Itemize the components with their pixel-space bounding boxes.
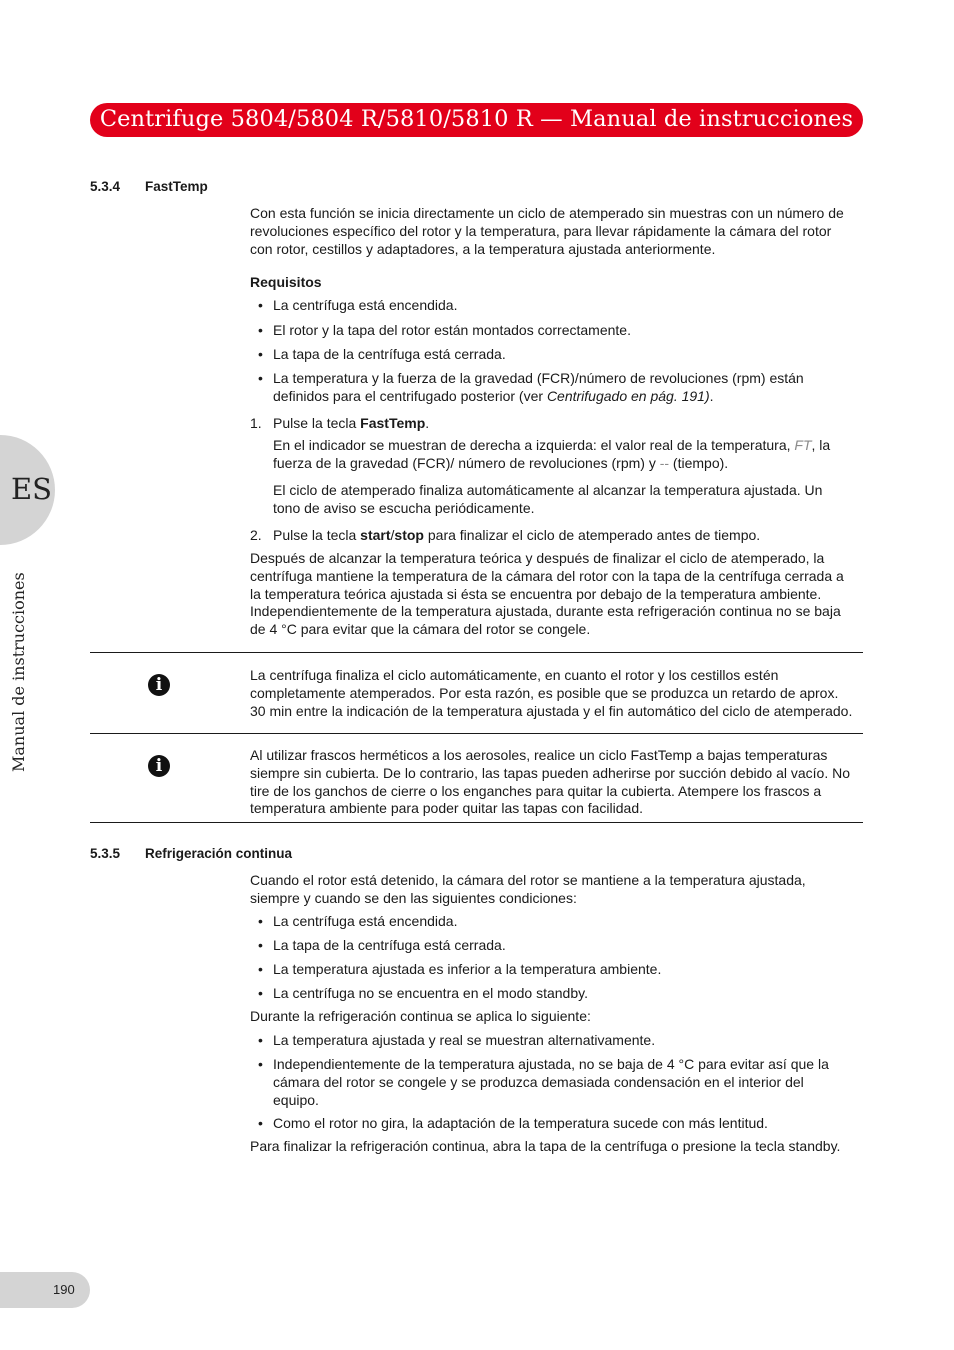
page-number: 190	[53, 1282, 75, 1297]
bullet: •	[258, 297, 263, 313]
step-number: 1.	[250, 415, 262, 431]
list-item: La tapa de la centrífuga está cerrada.	[273, 346, 506, 362]
page-number-tab	[0, 1272, 90, 1308]
section-title: FastTemp	[145, 179, 208, 194]
section-number: 5.3.4	[90, 179, 121, 194]
page-title: Centrifuge 5804/5804 R/5810/5810 R — Manual de instrucciones	[99, 106, 854, 133]
list-item: La centrífuga está encendida.	[273, 297, 458, 313]
section-title: Refrigeración continua	[145, 846, 293, 861]
step-1-description: En el indicador se muestran de derecha a izquierda: el valor real de la temperatura, FT, la fuerza de la gravedad (FCR)/ número de revoluciones (rpm) y -- (tiempo).	[273, 437, 831, 471]
fasttemp-key: FastTemp	[360, 415, 426, 431]
bullet: •	[258, 985, 263, 1001]
closing-paragraph: Para finalizar la refrigeración continua, abra la tapa de la centrífuga o presione la tecla standby.	[250, 1138, 841, 1154]
list-item: La tapa de la centrífuga está cerrada.	[273, 937, 506, 953]
during-label: Durante la refrigeración continua se aplica lo siguiente:	[250, 1008, 591, 1024]
time-display: --	[659, 454, 670, 471]
list-item: Como el rotor no gira, la adaptación de la temperatura sucede con más lentitud.	[273, 1115, 768, 1131]
intro-paragraph: Cuando el rotor está detenido, la cámara del rotor se mantiene a la temperatura ajustada, siempre y cuando se den las siguientes condiciones:	[250, 872, 806, 906]
bullet: •	[258, 322, 263, 338]
intro-paragraph: Con esta función se inicia directamente un ciclo de atemperado sin muestras con un número de revoluciones específico del rotor y la temperatura, para llevar rápidamente la cámara del rotor con rotor, cestillos y adaptadores, a la temperatura ajustada anteriormente.	[250, 205, 844, 257]
info-icon: i	[148, 674, 170, 696]
note-paragraph: La centrífuga finaliza el ciclo automáticamente, en cuanto el rotor y los cestillos estén completamente atemperados. Por esta razón, es posible que se produzca un retardo de aprox. 30 min entre la indicación de la temperatura ajustada y el fin automático del ciclo de atemperado.	[250, 667, 853, 719]
list-item: La temperatura ajustada es inferior a la temperatura ambiente.	[273, 961, 662, 977]
language-code: ES	[11, 472, 53, 506]
list-item: La temperatura ajustada y real se muestran alternativamente.	[273, 1032, 656, 1048]
after-paragraph: Después de alcanzar la temperatura teórica y después de finalizar el ciclo de atemperado, la centrífuga mantiene la temperatura de la cámara del rotor con la tapa de la centrífuga cerrada a la temperatura teórica ajustada si ésta se encuentra por debajo de la temperatura ambiente. Independientemente de la temperatura ajustada, durante esta refrigeración continua no se baja de 4 °C para evitar que la cámara del rotor se congele.	[250, 550, 844, 638]
list-item: Independientemente de la temperatura ajustada, no se baja de 4 °C para evitar así que la cámara del rotor se congele y se produzca demasiada condensación en el interior del equipo.	[273, 1056, 829, 1108]
bullet: •	[258, 1032, 263, 1048]
bullet: •	[258, 370, 263, 386]
ft-display: FT	[794, 437, 812, 453]
bullet: •	[258, 961, 263, 977]
divider	[90, 733, 863, 734]
header-bar	[90, 103, 863, 137]
step-2: Pulse la tecla start/stop para finalizar el ciclo de atemperado antes de tiempo.	[273, 527, 761, 543]
list-item: La centrífuga está encendida.	[273, 913, 458, 929]
requisitos-heading: Requisitos	[250, 274, 322, 290]
cross-reference: Centrifugado en pág. 191)	[546, 387, 710, 404]
section-number: 5.3.5	[90, 846, 121, 861]
divider	[90, 822, 863, 823]
list-item: La centrífuga no se encuentra en el modo standby.	[273, 985, 588, 1001]
bullet: •	[258, 937, 263, 953]
list-item: El rotor y la tapa del rotor están montados correctamente.	[273, 322, 631, 338]
list-item: La temperatura y la fuerza de la gravedad (FCR)/número de revoluciones (rpm) están definidos para el centrifugado posterior (ver Centrifugado en pág. 191).	[273, 370, 804, 404]
side-manual-label: Manual de instrucciones	[9, 572, 28, 772]
bullet: •	[258, 1056, 263, 1072]
start-stop-key: start/stop	[360, 527, 424, 543]
divider	[90, 652, 863, 653]
step-1-result: El ciclo de atemperado finaliza automáticamente al alcanzar la temperatura ajustada. Un tono de aviso se escucha periódicamente.	[273, 482, 823, 516]
info-icon: i	[148, 755, 170, 777]
bullet: •	[258, 346, 263, 362]
step-1: Pulse la tecla FastTemp.	[273, 415, 430, 431]
bullet: •	[258, 1115, 263, 1131]
step-number: 2.	[250, 527, 262, 543]
bullet: •	[258, 913, 263, 929]
note-paragraph: Al utilizar frascos herméticos a los aerosoles, realice un ciclo FastTemp a bajas temperaturas siempre sin cubierta. De lo contrario, las tapas pueden adherirse por succión debido al vacío. No tire de los ganchos de cierre o los enganches para quitar la cubierta. Atempere los frascos a temperatura ambiente para poder quitar las tapas con facilidad.	[250, 747, 850, 817]
